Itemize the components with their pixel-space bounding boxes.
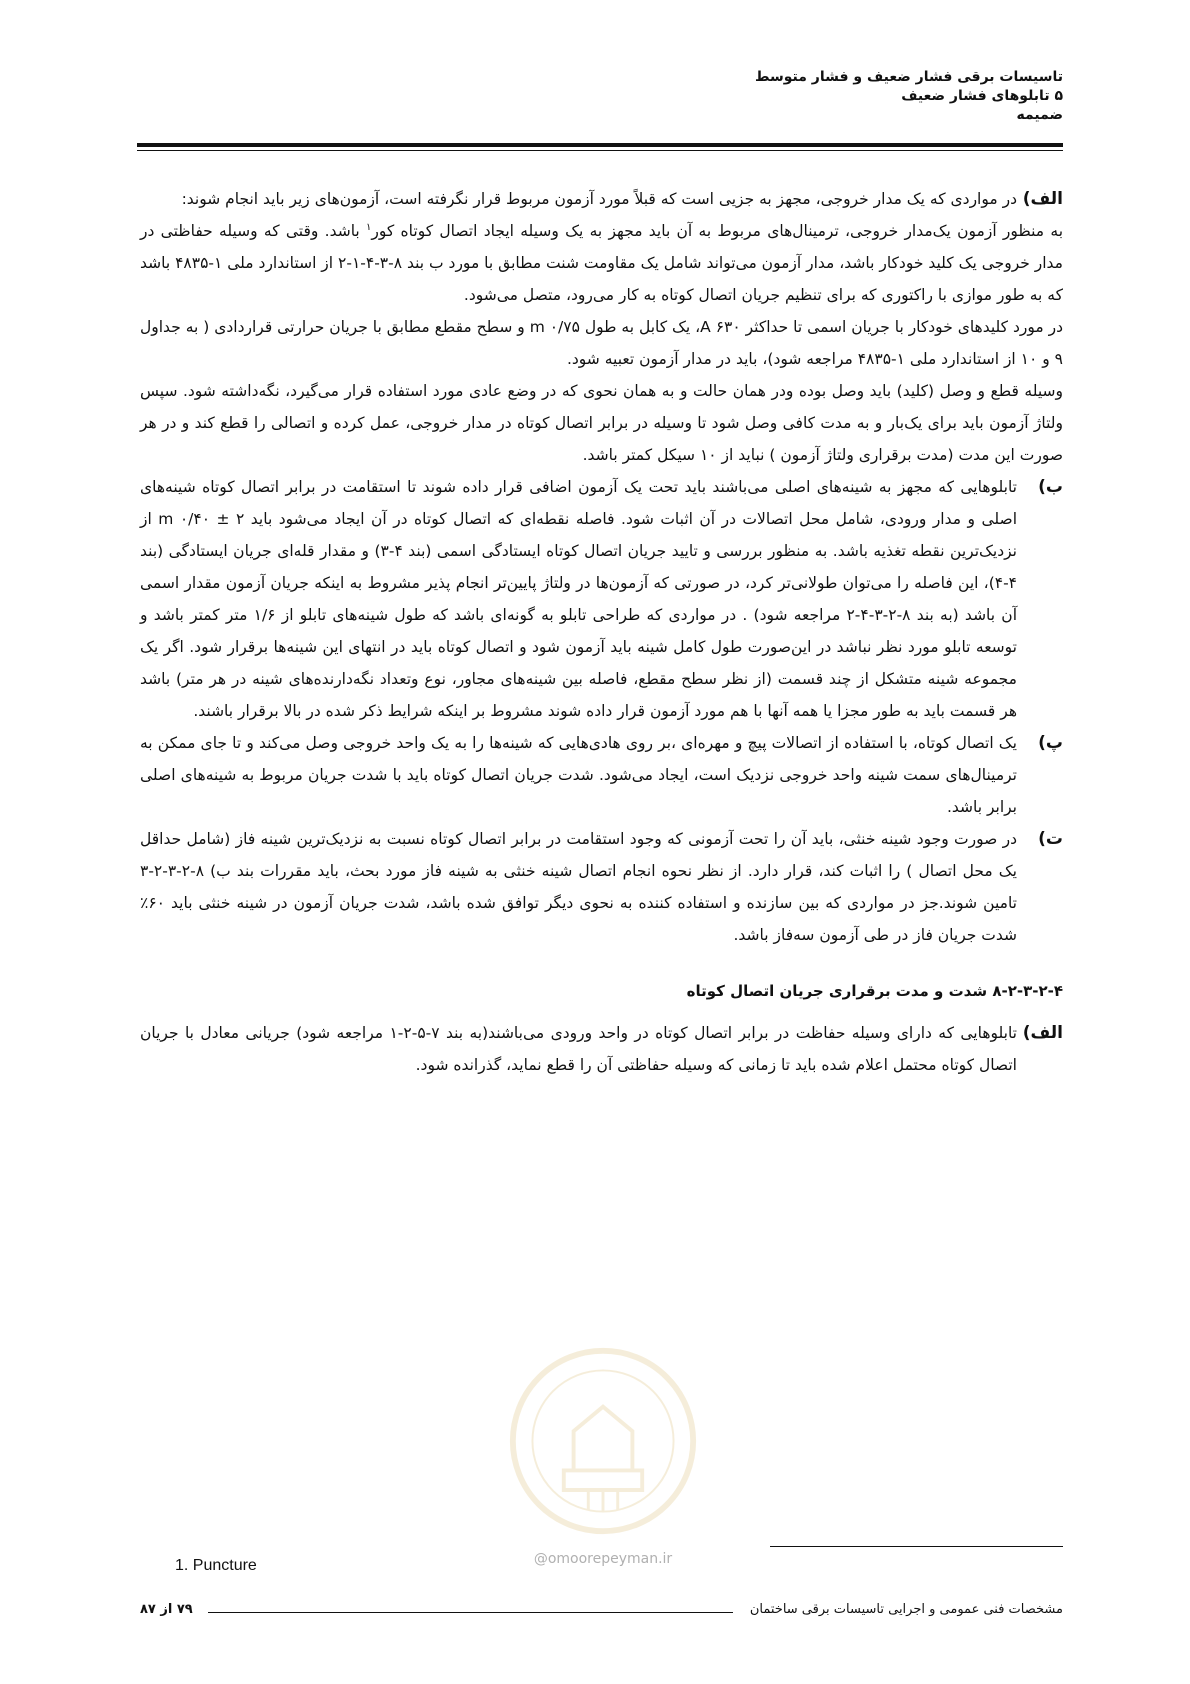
header-chapter: ۵ تابلوهای فشار ضعیف bbox=[901, 88, 1063, 104]
paragraph: در مورد کلیدهای خودکار با جریان اسمی تا حداکثر A ۶۳۰، یک کابل به طول m ۰/۷۵ و سطح مقطع مطابق با جریان حرارتی قراردادی ( به جداول ۹ و ۱۰ از استاندارد ملی ۱-۴۸۳۵ مراجعه شود)، باید در مدار آزمون تعبیه شود. bbox=[140, 318, 1063, 368]
clause-label: ت) bbox=[1038, 829, 1063, 849]
paragraph: تابلوهایی که دارای وسیله حفاظت در برابر اتصال کوتاه در واحد ورودی می‌باشند(به بند ۷-۵-۲-۱ مراجعه شود) جریانی معادل با جریان اتصال کوتاه محتمل اعلام شده باید تا زمانی که وسیله حفاظتی آن را قطع نماید، گذرانده شود. bbox=[140, 1024, 1017, 1074]
clause-label: پ) bbox=[1038, 733, 1063, 753]
paragraph: در مواردی که یک مدار خروجی، مجهز به جزیی است که قبلاً مورد آزمون مربوط قرار نگرفته است، آزمون‌های زیر باید انجام شوند: bbox=[181, 190, 1017, 208]
main-content bbox=[140, 183, 1063, 1081]
watermark-text: @omoorepeyman.ir bbox=[533, 1551, 673, 1567]
footer-title: مشخصات فنی عمومی و اجرایی تاسیسات برقی ساختمان bbox=[749, 1602, 1063, 1617]
clause-pe bbox=[140, 727, 1063, 823]
section-heading: ۸-۲-۳-۲-۴ شدت و مدت برقراری جریان اتصال کوتاه bbox=[686, 982, 1063, 1000]
running-header bbox=[503, 68, 1063, 125]
clause-alef bbox=[140, 183, 1063, 215]
page-footer bbox=[140, 1600, 1063, 1620]
clause-label: الف) bbox=[1022, 189, 1063, 209]
paragraph-text: باشد. وقتی که وسیله حفاظتی در مدار خروجی یک کلید خودکار باشد، مدار آزمون می‌تواند شامل یک مقاومت شنت مطابق با مورد ب بند ۸-۳-۴-۱-۲ از استاندارد ملی ۱-۴۸۳۵ باشد که به طور موازی با راکتوری که برای تنظیم جریان اتصال کوتاه به کار می‌رود، متصل می‌شود. bbox=[140, 222, 1063, 304]
clause-section-alef bbox=[140, 1017, 1063, 1081]
clause-be bbox=[140, 471, 1063, 727]
header-title: تاسیسات برقی فشار ضعیف و فشار متوسط bbox=[754, 69, 1063, 85]
clause-label: ب) bbox=[1038, 477, 1063, 497]
paragraph: تابلوهایی که مجهز به شینه‌های اصلی می‌باشند باید تحت یک آزمون اضافی قرار داده شوند تا استقامت در برابر اتصال کوتاه شینه‌های اصلی و مدار ورودی، شامل محل اتصالات در آن اثبات شود. فاصله نقطه‌ای که اتصال کوتاه در آن ایجاد می‌شود باید m ۰/۴۰ ± ۲ از نزدیک‌ترین نقطه تغذیه باشد. به منظور بررسی و تایید جریان اتصال کوتاه ایستادگی اسمی (بند ۴-۳) و مقدار قله‌ای جریان ایستادگی (بند ۴-۴)، این فاصله را می‌توان طولانی‌تر کرد، در صورتی که آزمون‌ها در ولتاژ پایین‌تر انجام پذیر مشروط به اینکه جریان آزمون مقدار اسمی آن باشد (به بند ۸-۲-۳-۴-۲ مراجعه شود) . در مواردی که طراحی تابلو به گونه‌ای باشد که طول شینه‌های تابلو از ۱/۶ متر کمتر باشد و توسعه تابلو مورد نظر نباشد در این‌صورت طول کامل شینه باید آزمون شود و اتصال کوتاه باید در انتهای این شینه‌ها برقرار شود. اگر یک مجموعه شینه متشکل از چند قسمت (از نظر سطح مقطع، فاصله بین شینه‌های مجاور، نوع وتعداد نگه‌دارنده‌های شینه در هر متر) باشد هر قسمت باید به طور مجزا یا همه آنها با هم مورد آزمون قرار داده شوند مشروط بر اینکه شرایط ذکر شده در بالا برقرار باشند. bbox=[140, 478, 1017, 720]
clause-te bbox=[140, 823, 1063, 951]
paragraph bbox=[140, 215, 1063, 311]
header-rule-thin bbox=[137, 150, 1063, 151]
footer-rule bbox=[208, 1612, 733, 1613]
paragraph: یک اتصال کوتاه، با استفاده از اتصالات پیچ و مهره‌ای ،بر روی هادی‌هایی که شینه‌ها را به یک واحد خروجی وصل می‌کند و تا جای ممکن به ترمینال‌های سمت شینه واحد خروجی نزدیک است، ایجاد می‌شود. شدت جریان اتصال کوتاه باید با شدت جریان مربوط به شینه‌های اصلی برابر باشد. bbox=[140, 734, 1017, 816]
clause-label: الف) bbox=[1022, 1023, 1063, 1043]
page-number: ۷۹ از ۸۷ bbox=[140, 1602, 193, 1617]
paragraph: وسیله قطع و وصل (کلید) باید وصل بوده ودر همان حالت و به همان نحوی که در وضع عادی مورد استفاده قرار می‌گیرد، نگه‌داشته شود. سپس ولتاژ آزمون باید برای یک‌بار و به مدت کافی وصل شود تا وسیله در برابر اتصال کوتاه در مدار خروجی، عمل کرده و اتصالی را قطع کند و در هر صورت این مدت (مدت برقراری ولتاژ آزمون ) نباید از ۱۰ سیکل کمتر باشد. bbox=[140, 382, 1063, 464]
paragraph: در صورت وجود شینه خنثی، باید آن را تحت آزمونی که وجود استقامت در برابر اتصال کوتاه نسبت به نزدیک‌ترین شینه فاز (شامل حداقل یک محل اتصال ) را اثبات کند، قرار دارد. از نظر نحوه انجام اتصال شینه خنثی به شینه فاز مورد بحث، باید مقررات بند ب) ۸-۲-۳-۲-۳ تامین شوند.جز در مواردی که بین سازنده و استفاده کننده به نحوی دیگر توافق شده باشد، شدت جریان آزمون در شینه خنثی باید ۶۰٪ شدت جریان فاز در طی آزمون سه‌فاز باشد. bbox=[140, 830, 1017, 944]
footnote: 1. Puncture bbox=[175, 1557, 257, 1574]
header-section: ضمیمه bbox=[1016, 107, 1063, 123]
footnote-rule bbox=[770, 1546, 1063, 1547]
footnote-ref: ۱ bbox=[366, 221, 372, 233]
paragraph-text: به منظور آزمون یک‌مدار خروجی، ترمینال‌های مربوط به آن باید مجهز به یک وسیله ایجاد اتصال کوتاه کور bbox=[371, 222, 1064, 240]
watermark-seal-icon bbox=[505, 1343, 701, 1539]
header-rule-thick bbox=[137, 143, 1063, 147]
